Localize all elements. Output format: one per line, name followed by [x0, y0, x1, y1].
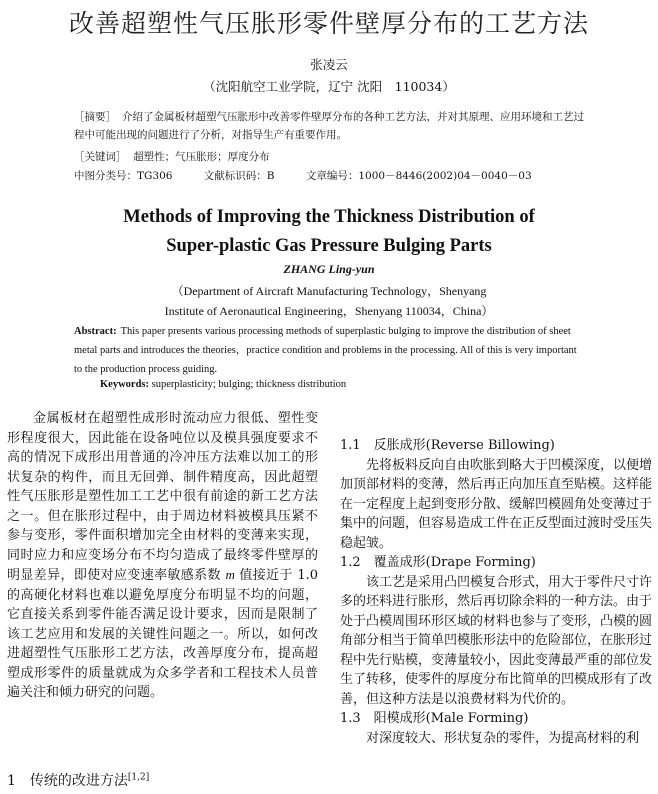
english-title-line-2: Super-plastic Gas Pressure Bulging Parts [166, 236, 492, 256]
english-abstract-text: This paper presents various processing methods of superplastic bulging to improve the distribution of sheet metal parts and introduces the theories，practice condition and problems in the processing. All of this is very important to the production process guiding. [74, 326, 577, 375]
subsection-1-1-title: 1.1 反胀成形(Reverse Billowing) [340, 438, 555, 453]
right-column [340, 436, 652, 748]
english-title-line-1: Methods of Improving the Thickness Distribution of [123, 207, 535, 227]
english-title [0, 203, 658, 261]
chinese-author: 张凌云 [310, 57, 348, 72]
english-abstract-label: Abstract: [74, 326, 117, 337]
left-column [7, 409, 318, 703]
chinese-keywords-label: ［关键词］ [74, 151, 127, 163]
document-code: 文献标识码：B [203, 170, 275, 182]
english-affiliation-line-2: Institute of Aeronautical Engineering，Shenyang 110034，China） [164, 304, 494, 318]
subsection-1-3-title: 1.3 阳模成形(Male Forming) [340, 711, 529, 726]
english-keywords-text: superplasticity; bulging; thickness distribution [151, 379, 347, 390]
chinese-abstract-text: 介绍了金属板材超塑气压胀形中改善零件壁厚分布的各种工艺方法，并对其原理、应用环境和工艺过程中可能出现的问题进行了分析，对指导生产有重要作用。 [74, 111, 584, 141]
section-1-heading [7, 770, 149, 790]
section-1-citation: [1,2] [127, 772, 150, 783]
classification-row [74, 167, 594, 185]
english-keywords [100, 379, 346, 390]
english-keywords-label: Keywords: [100, 379, 149, 390]
subsection-1-2-text: 该工艺是采用凸凹模复合形式，用大于零件尺寸许多的坯料进行胀形，然后再切除余料的一种方法。由于处于凸模周围环形区域的材料也参与了变形，凸模的圆角部分相当于简单凹模胀形法中的危险部位，在胀形过程中先行贴模，变薄量较小，因此变薄最严重的部位发生了转移，使零件的厚度分布比简单的凹模成形有了改善，但这种方法是以浪费材料为代价的。 [340, 574, 653, 707]
intro-text-part-1: 金属板材在超塑性成形时流动应力很低、塑性变形程度很大，因此能在设备吨位以及模具强度要求不高的情况下成形出用普通的冷冲压方法难以加工的形状复杂的构件，而且无回弹、制件精度高，因此超塑性气压胀形是塑性加工工艺中很有前途的新工艺方法之一。但在胀形过程中，由于周边材料被模具压紧不参与变形，零件面积增加完全由材料的变薄来实现，同时应力和应变场分布不均匀造成了最终零件壁厚的明显差异，即使对应变速率敏感系数 [7, 411, 318, 583]
intro-paragraph [7, 409, 318, 703]
english-affiliation-line-1: （Department of Aircraft Manufacturing Technology，Shenyang [171, 284, 487, 298]
intro-text-part-2: 值接近于 1.0 的高硬化材料也难以避免厚度分布明显不均的问题，它直接关系到零件能否满足设计要求，因而是限制了该工艺应用和发展的关键性问题之一。所以，如何改进超塑性气压胀形工艺方法，改善厚度分布，提高超塑成形零件的质量就成为众多学者和工程技术人员普遍关注和倾力研究的问题。 [7, 568, 318, 700]
chinese-affiliation: （沈阳航空工业学院，辽宁 沈阳 110034） [203, 79, 455, 94]
subsection-1-1-text: 先将板料反向自由吹胀到略大于凹模深度，以便增加顶部材料的变薄，然后再正向加压直至贴模。这样能在一定程度上起到变形分散、缓解凹模圆角处变薄过于集中的问题，但容易造成工件在正反型面过渡时受压失稳起皱。 [340, 457, 653, 551]
chinese-keywords-text: 超塑性；气压胀形；厚度分布 [133, 151, 270, 163]
intro-symbol-m: m [225, 567, 235, 582]
english-author: ZHANG Ling-yun [283, 262, 375, 276]
chinese-abstract-label: ［摘要］ [74, 111, 116, 123]
chinese-title: 改善超塑性气压胀形零件壁厚分布的工艺方法 [68, 9, 589, 38]
subsection-1-2-title: 1.2 覆盖成形(Drape Forming) [340, 555, 536, 570]
chinese-abstract [74, 108, 594, 144]
clc-number: 中图分类号：TG306 [74, 170, 173, 182]
subsection-1-3-text: 对深度较大、形状复杂的零件，为提高材料的利 [366, 730, 640, 746]
section-1-title: 1 传统的改进方法 [7, 773, 128, 789]
english-affiliation [0, 281, 658, 321]
chinese-keywords [74, 148, 594, 166]
english-abstract [74, 322, 584, 379]
article-number: 文章编号：1000－8446(2002)04－0040－03 [305, 170, 532, 182]
